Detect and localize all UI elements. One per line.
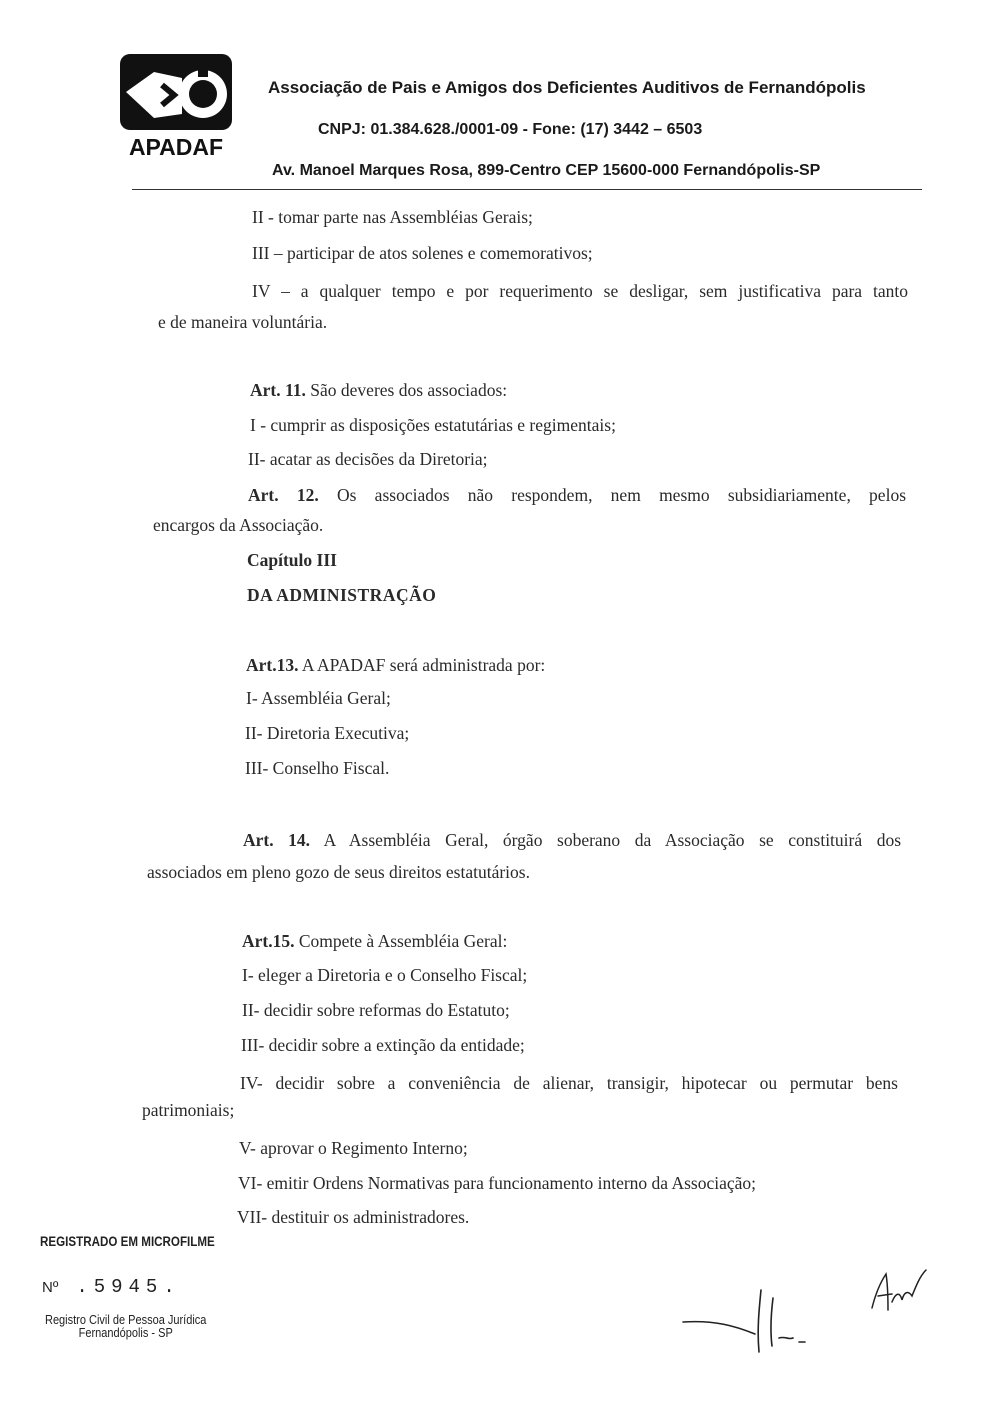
org-name: Associação de Pais e Amigos dos Deficientes Auditivos de Fernandópolis [268, 78, 866, 97]
text-line: II- Diretoria Executiva; [245, 723, 410, 743]
registry-line: Registro Civil de Pessoa Jurídica [45, 1313, 207, 1327]
article-label: Art. 11. [250, 380, 306, 400]
text-line: e de maneira voluntária. [158, 312, 328, 332]
article-11 [250, 379, 507, 401]
text-line: II- decidir sobre reformas do Estatuto; [242, 1000, 510, 1020]
article-text: Compete à Assembléia Geral: [294, 931, 508, 951]
article-label: Art.13. [246, 655, 299, 675]
text-line: VII- destituir os administradores. [237, 1207, 470, 1227]
text-line: III- decidir sobre a extinção da entidade; [241, 1035, 525, 1055]
text-line: III – participar de atos solenes e comemorativos; [252, 243, 593, 263]
article-text: A Assembléia Geral, órgão soberano da Associação se constituirá dos [310, 830, 901, 850]
text-line: encargos da Associação. [153, 515, 324, 535]
cnpj-phone: CNPJ: 01.384.628./0001-09 - Fone: (17) 3442 – 6503 [318, 121, 703, 138]
header-divider [132, 189, 922, 190]
text-line: VI- emitir Ordens Normativas para funcionamento interno da Associação; [238, 1173, 757, 1193]
article-text: São deveres dos associados: [305, 380, 508, 400]
address: Av. Manoel Marques Rosa, 899-Centro CEP 15600-000 Fernandópolis-SP [272, 162, 821, 179]
svg-text:APADAF: APADAF [128, 134, 224, 160]
text-line: II - tomar parte nas Assembléias Gerais; [252, 207, 533, 227]
text-line: patrimoniais; [142, 1100, 235, 1120]
registry-line: Fernandópolis - SP [78, 1326, 173, 1340]
chapter-heading: Capítulo III [247, 550, 337, 570]
article-15 [242, 930, 507, 952]
article-14 [243, 829, 901, 851]
text-line: I - cumprir as disposições estatutárias e regimentais; [250, 415, 616, 435]
article-text: Os associados não respondem, nem mesmo subsidiariamente, pelos [318, 485, 907, 505]
article-label: Art.15. [242, 931, 295, 951]
article-label: Art. 12. [248, 485, 319, 505]
chapter-title: DA ADMINISTRAÇÃO [247, 585, 437, 605]
apadaf-logo [116, 52, 236, 160]
text-line: I- Assembléia Geral; [246, 688, 391, 708]
text-line: associados em pleno gozo de seus direitos estatutários. [147, 862, 530, 882]
article-label: Art. 14. [243, 830, 311, 850]
text-line: III- Conselho Fiscal. [245, 758, 390, 778]
article-13 [246, 654, 545, 676]
article-12 [248, 484, 906, 506]
signature-2 [862, 1262, 932, 1322]
registry-number [42, 1276, 181, 1298]
number-value: .5945. [76, 1276, 181, 1298]
text-line: I- eleger a Diretoria e o Conselho Fiscal; [242, 965, 528, 985]
registry-office [45, 1314, 206, 1340]
text-line: V- aprovar o Regimento Interno; [239, 1138, 468, 1158]
number-label: Nº [42, 1279, 59, 1296]
text-line: IV- decidir sobre a conveniência de alienar, transigir, hipotecar ou permutar bens [240, 1073, 898, 1093]
text-line: IV – a qualquer tempo e por requerimento se desligar, sem justificativa para tanto [252, 281, 908, 301]
signature-1 [675, 1280, 825, 1360]
text-line: II- acatar as decisões da Diretoria; [248, 449, 488, 469]
microfilm-stamp: REGISTRADO EM MICROFILME [40, 1234, 215, 1249]
article-text: A APADAF será administrada por: [298, 655, 546, 675]
